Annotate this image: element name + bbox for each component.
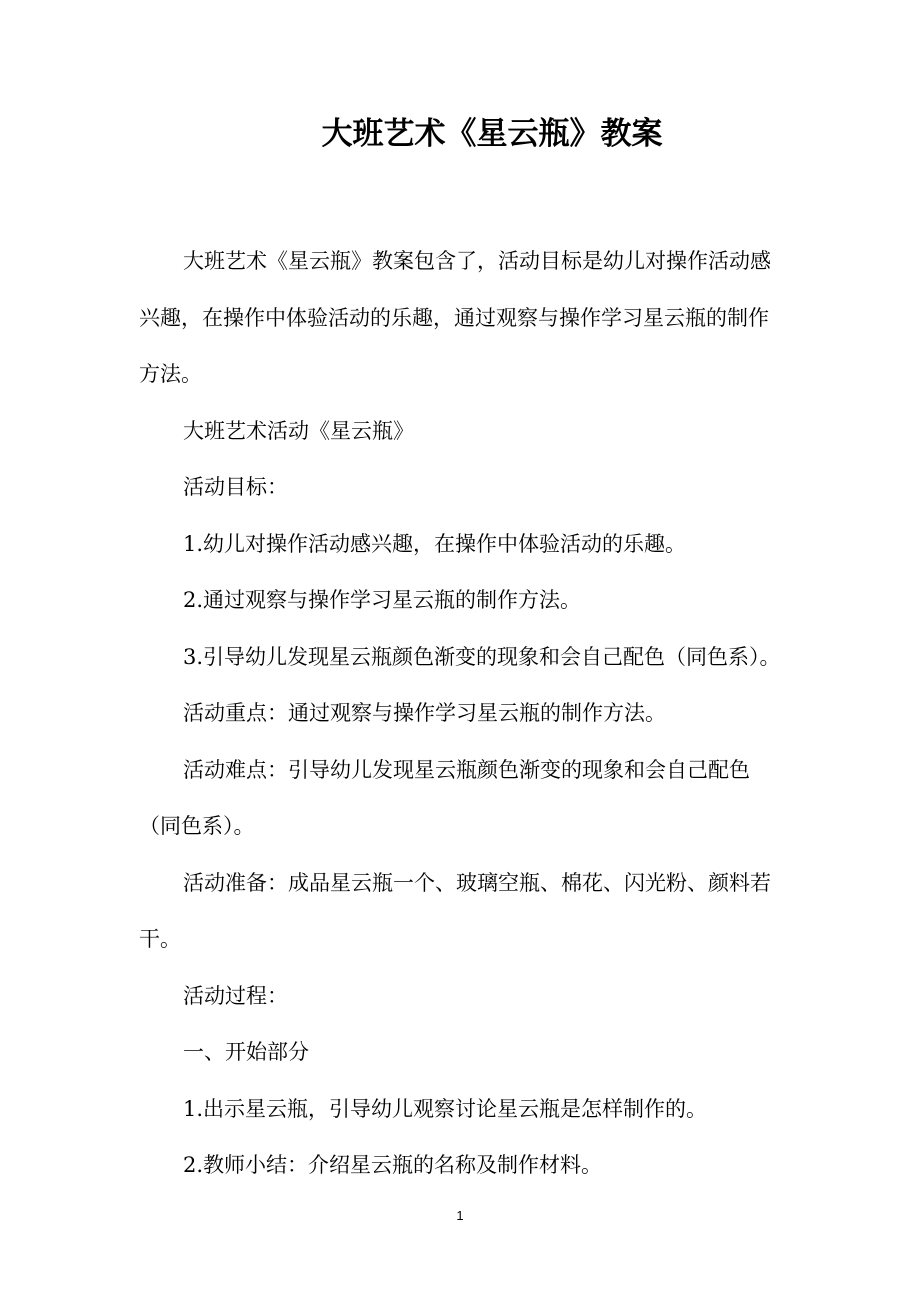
difficulty-line-2: （同色系）。	[139, 814, 255, 838]
page-number: 1	[456, 1208, 464, 1223]
goal-3: 3.引导幼儿发现星云瓶颜色渐变的现象和会自己配色（同色系）。	[183, 644, 781, 669]
process-step-1: 1.出示星云瓶，引导幼儿观察讨论星云瓶是怎样制作的。	[183, 1096, 708, 1121]
goal-2: 2.通过观察与操作学习星云瓶的制作方法。	[183, 588, 582, 612]
activity-name: 大班艺术活动《星云瓶》	[183, 418, 414, 443]
document-body	[139, 233, 799, 1194]
difficulty-line-1: 活动难点：引导幼儿发现星云瓶颜色渐变的现象和会自己配色	[183, 757, 750, 782]
intro-line-3: 方法。	[139, 362, 202, 386]
intro-line-2: 兴趣，在操作中体验活动的乐趣，通过观察与操作学习星云瓶的制作	[139, 305, 769, 330]
process-step-2: 2.教师小结：介绍星云瓶的名称及制作材料。	[183, 1153, 603, 1177]
intro-line-1: 大班艺术《星云瓶》教案包含了，活动目标是幼儿对操作活动感	[183, 249, 771, 273]
process-heading: 活动过程：	[183, 983, 288, 1008]
key-point: 活动重点：通过观察与操作学习星云瓶的制作方法。	[183, 701, 666, 725]
document-title: 大班艺术《星云瓶》教案	[321, 116, 663, 152]
section-start-heading: 一、开始部分	[183, 1040, 309, 1064]
preparation-line-2: 干。	[139, 927, 181, 951]
goals-heading: 活动目标：	[183, 475, 288, 499]
goal-1: 1.幼儿对操作活动感兴趣，在操作中体验活动的乐趣。	[183, 531, 687, 556]
preparation-line-1: 活动准备：成品星云瓶一个、玻璃空瓶、棉花、闪光粉、颜料若	[183, 870, 771, 895]
